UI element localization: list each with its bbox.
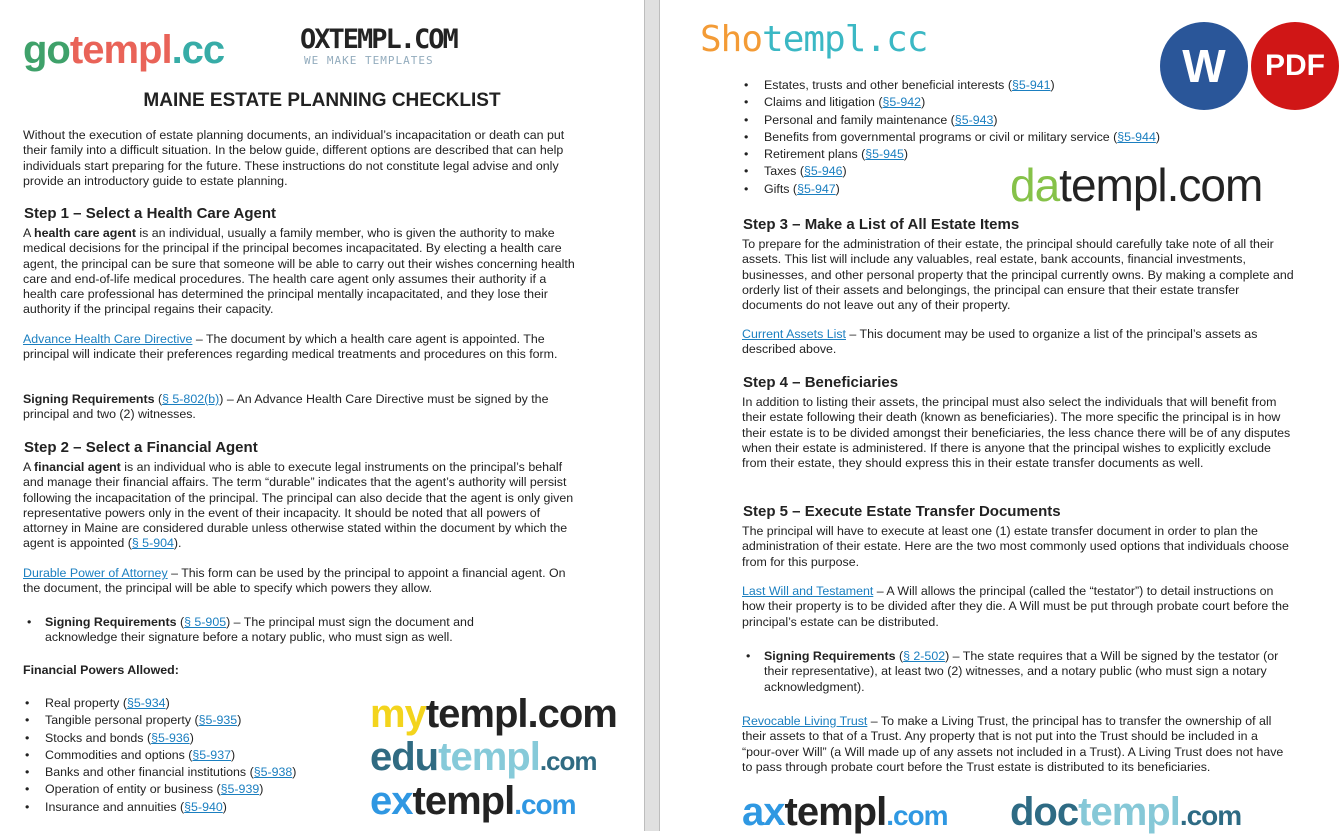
power-label: Banks and other financial institutions <box>45 765 247 780</box>
power-label: Personal and family maintenance <box>764 112 948 127</box>
financial-power-item: • Personal and family maintenance (§5-943) <box>744 112 1160 129</box>
text: is an individual, usually a family member, who is given the authority to make medical decisions for the principal if the principal becomes incapacitated. By electing a health care agent, the principal can be sure that someone will be able to carry out their wishes concerning health care and end-of-life medical procedures. The health care agent only assumes their authority if a health care professional has determined the principal mentally incapacitated, and they lose their authority if the principal regains their capacity. <box>23 226 575 317</box>
step5-paragraph: The principal will have to execute at least one (1) estate transfer document in order to plan the administration of their estate. Here are the two most commonly used options that individuals choose from for this purpose. <box>742 524 1289 569</box>
power-label: Claims and litigation <box>764 95 875 110</box>
text: A <box>23 460 35 474</box>
document-page-2 <box>660 0 1343 831</box>
step3-heading: Step 3 – Make a List of All Estate Items <box>743 216 1020 233</box>
text: templ.com <box>1059 159 1263 211</box>
power-label: Tangible personal property <box>45 713 192 728</box>
word-format-badge[interactable]: W <box>1160 22 1248 110</box>
statute-link[interactable]: §5-940 <box>184 799 223 814</box>
financial-powers-list <box>25 695 296 816</box>
term-bold: Signing Requirements <box>45 615 177 629</box>
text: – This form can be used by the principal to appoint a financial agent. On the document, the principal will be able to specify which powers they allow. <box>23 566 566 596</box>
text: templ.com <box>425 692 617 736</box>
financial-power-item: • Stocks and bonds (§5-936) <box>25 730 296 747</box>
revocable-living-trust-link[interactable]: Revocable Living Trust <box>742 714 868 728</box>
statute-link[interactable]: §5-935 <box>198 713 238 728</box>
statute-link[interactable]: §5-946 <box>803 164 843 179</box>
power-label: Commodities and options <box>45 747 185 762</box>
current-assets-list-link[interactable]: Current Assets List <box>742 327 846 341</box>
power-label: Insurance and annuities <box>45 799 177 814</box>
text: .com <box>886 800 948 831</box>
term-bold: Signing Requirements <box>764 649 896 663</box>
statute-link[interactable]: §5-947 <box>797 181 836 196</box>
text: – A Will allows the principal (called the “testator”) to detail instructions on how their property is to be divided after they die. A Will must be put through probate court before the principal’s estate can be distributed. <box>742 584 1289 629</box>
pdf-format-badge[interactable]: PDF <box>1251 22 1339 110</box>
text: ) – The state requires that a Will be signed by the testator (or their representative), at least two (2) witnesses, and a notary public (who must sign a notary acknowledgment). <box>764 649 1279 694</box>
text: – To make a Living Trust, the principal has to transfer the ownership of all their assets to that of a Trust. Any property that is not put into the Trust should be included in a “pour-over Will” (a Will made up of any assets not included in a Trust). A Living Trust does not have to pass through probate court before the Trust estate is distributed to its beneficiaries. <box>742 714 1284 774</box>
power-label: Benefits from governmental programs or civil or military service <box>764 129 1110 144</box>
financial-power-item: • Claims and litigation (§5-942) <box>744 94 1160 111</box>
financial-powers-heading: Financial Powers Allowed: <box>23 663 179 677</box>
financial-power-item: • Real property (§5-934) <box>25 695 296 712</box>
financial-power-item: • Taxes (§5-946) <box>744 163 1160 180</box>
statute-link[interactable]: §5-934 <box>126 696 166 710</box>
text: templ <box>69 28 172 72</box>
text: WE MAKE TEMPLATES <box>304 54 434 67</box>
text: templ <box>784 790 887 834</box>
text: .com <box>514 789 576 820</box>
statute-link[interactable]: § 2-502 <box>903 649 946 663</box>
watermark-mytempl <box>370 694 617 734</box>
power-label: Taxes <box>764 164 797 179</box>
text: templ.cc <box>762 19 928 60</box>
durable-power-of-attorney-link[interactable]: Durable Power of Attorney <box>23 566 168 580</box>
step4-paragraph: In addition to listing their assets, the principal must also select the individuals that will benefit from their estate following their death (known as beneficiaries). The more specific the principal is in how their estate is to be divided amongst their beneficiaries, the less chance there will be of any disputes when their estate is administered. If there is anyone that the principal wishes to explicitly exclude from their estate, they should express this in their estate transfer documents as well. <box>742 395 1291 471</box>
term-bold: Signing Requirements <box>23 392 155 406</box>
text: is an individual who is able to execute legal instruments on the principal’s behalf and manage their financial affairs. The term “durable” indicates that the agent’s authority will persist following the incapacitation of the principal. The principal can also decide that the agent is only given representative powers only in the event of their incapacity. It should be noted that all powers of attorney in Maine are considered durable unless otherwise stated within the document by which the agent is appointed ( <box>23 460 574 551</box>
watermark-datempl <box>1010 159 1263 211</box>
step4-heading: Step 4 – Beneficiaries <box>743 374 899 391</box>
step1-signing-requirements <box>23 392 575 423</box>
watermark-extempl <box>370 781 576 825</box>
text: ( <box>154 392 163 406</box>
text: ax <box>742 790 785 834</box>
last-will-and-testament-link[interactable]: Last Will and Testament <box>742 584 874 598</box>
step2-signing-requirements <box>27 615 545 646</box>
term-bold: financial agent <box>34 460 121 474</box>
step2-paragraph <box>23 460 575 552</box>
statute-link[interactable]: § 5-802(b) <box>162 392 220 406</box>
text: .cc <box>171 28 225 72</box>
statute-link[interactable]: §5-936 <box>151 730 190 745</box>
step3-paragraph: To prepare for the administration of their estate, the principal should carefully take note of all their assets. This list will include any valuables, real estate, bank accounts, financial investments, businesses, and other personal property that the principal currently owns. By making a complete and orderly list of their assets and belongings, the principal can ensure that their estate transfer documents do not leave out any of their property. <box>742 237 1294 313</box>
financial-power-item: • Banks and other financial institutions (§5-938) <box>25 764 296 781</box>
page-separator <box>644 0 660 831</box>
financial-power-item: • Estates, trusts and other beneficial interests (§5-941) <box>744 77 1160 94</box>
statute-link[interactable]: §5-945 <box>865 147 904 162</box>
text: ex <box>370 779 413 823</box>
advance-health-care-directive-link[interactable]: Advance Health Care Directive <box>23 332 193 346</box>
statute-link[interactable]: §5-942 <box>882 95 922 110</box>
advance-directive-paragraph <box>23 332 575 363</box>
text: – This document may be used to organize a list of the principal’s assets as described above. <box>742 327 1258 357</box>
power-label: Operation of entity or business <box>45 782 214 797</box>
last-will-paragraph <box>742 584 1294 630</box>
text: ) – The principal must sign the document and acknowledge their signature before a notary public, who must sign as well. <box>45 615 474 645</box>
financial-power-item: • Retirement plans (§5-945) <box>744 146 1160 163</box>
text: ) – An Advance Health Care Directive must be signed by the principal and two (2) witnesses. <box>23 392 549 422</box>
financial-power-item: • Commodities and options (§5-937) <box>25 747 296 764</box>
intro-paragraph: Without the execution of estate planning documents, an individual’s incapacitation or death can put their family into a difficult situation. In the below guide, different options are described that can help individuals start preparing for the future. These instructions do not constitute legal advise and only provide an introductory guide to estate planning. <box>23 128 565 188</box>
text: go <box>23 28 70 72</box>
financial-power-item: • Gifts (§5-947) <box>744 181 1160 198</box>
watermark-edutempl <box>370 737 597 781</box>
power-label: Gifts <box>764 181 790 196</box>
living-trust-paragraph <box>742 714 1294 775</box>
power-label: Estates, trusts and other beneficial interests <box>764 78 1005 92</box>
statute-link[interactable]: §5-937 <box>192 747 231 762</box>
watermark-gotempl <box>23 30 224 70</box>
step1-paragraph <box>23 226 575 318</box>
will-signing-requirements <box>746 649 1284 695</box>
text: edu <box>370 735 439 779</box>
step1-heading: Step 1 – Select a Health Care Agent <box>24 205 277 222</box>
text: da <box>1010 159 1060 211</box>
text: .com <box>1179 800 1242 831</box>
text: A <box>23 226 35 240</box>
text: templ <box>1078 790 1180 834</box>
financial-power-item: • Benefits from governmental programs or civil or military service (§5-944) <box>744 129 1160 146</box>
power-label: Stocks and bonds <box>45 730 144 745</box>
power-label: Retirement plans <box>764 147 858 162</box>
statute-link[interactable]: § 5-905 <box>184 615 227 629</box>
bullet: • <box>27 615 32 629</box>
step2-heading: Step 2 – Select a Financial Agent <box>24 439 258 456</box>
text: ). <box>173 536 182 551</box>
watermark-shotempl <box>700 20 927 60</box>
watermark-doctempl <box>1010 790 1242 835</box>
power-label: Real property <box>45 696 120 710</box>
durable-poa-paragraph <box>23 566 575 597</box>
term-bold: health care agent <box>34 226 136 240</box>
text: ( <box>895 649 904 663</box>
statute-link[interactable]: §5-941 <box>1011 78 1051 92</box>
text: – The document by which a health care agent is appointed. The principal will indicate their preferences regarding medical treatments and procedures on this form. <box>23 332 558 362</box>
watermark-oxtempl <box>300 26 457 68</box>
financial-power-item: • Insurance and annuities (§5-940) <box>25 799 296 816</box>
watermark-axtempl <box>742 790 948 835</box>
financial-power-item: • Tangible personal property (§5-935) <box>25 712 296 729</box>
text: doc <box>1010 790 1079 834</box>
bullet: • <box>746 649 751 663</box>
step5-heading: Step 5 – Execute Estate Transfer Documents <box>743 503 1061 520</box>
text: my <box>370 692 426 736</box>
text: templ <box>438 735 540 779</box>
statute-link[interactable]: §5-938 <box>253 765 293 780</box>
current-assets-paragraph <box>742 327 1294 358</box>
statute-link[interactable]: §5-939 <box>220 782 260 797</box>
text: OXTEMPL.COM <box>300 24 457 55</box>
text: Sho <box>700 19 763 60</box>
financial-power-item: • Operation of entity or business (§5-939) <box>25 781 296 798</box>
statute-link[interactable]: §5-943 <box>954 112 994 127</box>
statute-link[interactable]: § 5-904 <box>131 536 174 551</box>
statute-link[interactable]: §5-944 <box>1117 129 1156 144</box>
text: .com <box>539 746 597 776</box>
text: templ <box>412 779 515 823</box>
text: ( <box>176 615 185 629</box>
page-title: MAINE ESTATE PLANNING CHECKLIST <box>143 90 501 111</box>
